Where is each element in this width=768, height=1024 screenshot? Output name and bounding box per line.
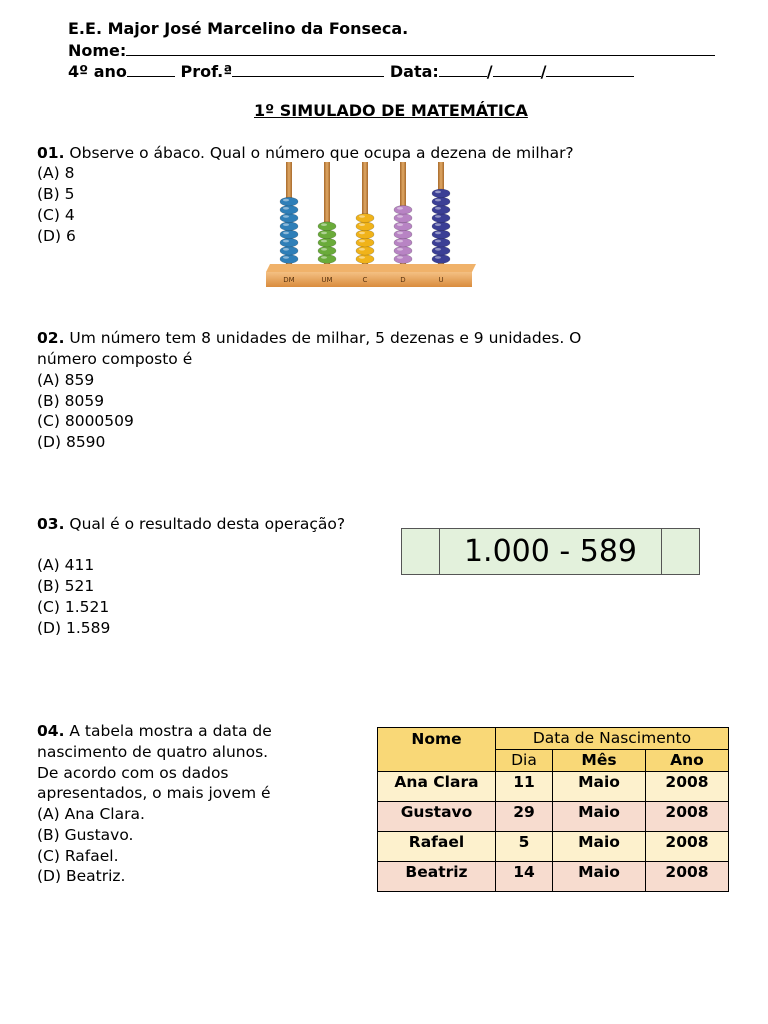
date-day-field[interactable] bbox=[439, 60, 487, 77]
abacus-bead-highlight bbox=[283, 256, 289, 259]
question-statement: Qual é o resultado desta operação? bbox=[69, 515, 346, 533]
table-cell-mes: Maio bbox=[553, 772, 646, 802]
question-3-text bbox=[37, 514, 345, 535]
question-2-option-d[interactable]: (D) 8590 bbox=[37, 433, 106, 451]
page-title: 1º SIMULADO DE MATEMÁTICA bbox=[254, 101, 528, 120]
abacus-bead-highlight bbox=[359, 232, 365, 235]
table-cell-mes: Maio bbox=[553, 862, 646, 892]
date-month-field[interactable] bbox=[493, 60, 541, 77]
abacus-bead-highlight bbox=[321, 248, 327, 251]
operation-box-left-cell bbox=[402, 529, 440, 574]
abacus-bead-highlight bbox=[397, 256, 403, 259]
table-cell-nome: Rafael bbox=[378, 832, 496, 862]
question-2-option-c[interactable]: (C) 8000509 bbox=[37, 412, 134, 430]
table-cell-ano: 2008 bbox=[646, 832, 729, 862]
table-subheader-dia: Dia bbox=[496, 750, 553, 772]
abacus-bead-highlight bbox=[359, 248, 365, 251]
question-4-option-a[interactable]: (A) Ana Clara. bbox=[37, 805, 145, 823]
table-row bbox=[378, 802, 729, 832]
table-subheader-ano: Ano bbox=[646, 750, 729, 772]
abacus-bead-highlight bbox=[283, 199, 289, 202]
abacus-bead bbox=[280, 255, 298, 264]
abacus-bead bbox=[318, 238, 336, 247]
abacus-bead bbox=[280, 214, 298, 223]
abacus-label-um: UM bbox=[321, 276, 333, 284]
date-separator: / bbox=[540, 62, 547, 81]
abacus-bead-highlight bbox=[435, 207, 441, 210]
abacus-bead-highlight bbox=[435, 223, 441, 226]
table-cell-nome: Ana Clara bbox=[378, 772, 496, 802]
table-row bbox=[378, 772, 729, 802]
abacus-bead bbox=[394, 214, 412, 223]
abacus-bead bbox=[432, 189, 450, 198]
table-cell-mes: Maio bbox=[553, 832, 646, 862]
question-4-text-line2: nascimento de quatro alunos. bbox=[37, 743, 269, 761]
abacus-bead-highlight bbox=[359, 240, 365, 243]
operation-box-right-cell bbox=[661, 529, 699, 574]
table-row bbox=[378, 862, 729, 892]
abacus-bead bbox=[356, 246, 374, 255]
table-row bbox=[378, 832, 729, 862]
teacher-field[interactable] bbox=[232, 60, 384, 77]
question-statement: A tabela mostra a data de bbox=[69, 722, 272, 740]
abacus-base-top bbox=[266, 264, 476, 272]
table-cell-dia: 14 bbox=[496, 862, 553, 892]
abacus-bead-highlight bbox=[435, 199, 441, 202]
abacus-bead bbox=[432, 238, 450, 247]
abacus-bead-highlight bbox=[397, 240, 403, 243]
abacus-bead bbox=[432, 197, 450, 206]
abacus-bead bbox=[280, 197, 298, 206]
abacus-bead-highlight bbox=[359, 215, 365, 218]
abacus-bead bbox=[394, 230, 412, 239]
abacus-bead bbox=[280, 205, 298, 214]
question-2-option-a[interactable]: (A) 859 bbox=[37, 371, 95, 389]
abacus-bead bbox=[394, 238, 412, 247]
abacus-label-d: D bbox=[400, 276, 406, 284]
date-label: Data: bbox=[389, 62, 439, 81]
question-statement: Observe o ábaco. Qual o número que ocupa a dezena de milhar? bbox=[69, 144, 574, 162]
abacus-bead-highlight bbox=[283, 215, 289, 218]
abacus-bead bbox=[432, 222, 450, 231]
question-number: 01. bbox=[37, 144, 65, 162]
question-number: 03. bbox=[37, 515, 65, 533]
abacus-bead bbox=[356, 238, 374, 247]
question-3-option-b[interactable]: (B) 521 bbox=[37, 577, 95, 595]
table-cell-ano: 2008 bbox=[646, 772, 729, 802]
abacus-bead bbox=[432, 230, 450, 239]
abacus-bead bbox=[318, 255, 336, 264]
school-name: E.E. Major José Marcelino da Fonseca. bbox=[68, 19, 409, 38]
abacus-bead bbox=[318, 222, 336, 231]
abacus-bead bbox=[432, 205, 450, 214]
abacus-bead bbox=[394, 222, 412, 231]
question-3-option-a[interactable]: (A) 411 bbox=[37, 556, 95, 574]
abacus-bead-highlight bbox=[283, 232, 289, 235]
question-1-option-c[interactable]: (C) 4 bbox=[37, 206, 75, 224]
table-cell-nome: Beatriz bbox=[378, 862, 496, 892]
abacus-bead-highlight bbox=[435, 232, 441, 235]
question-4-option-d[interactable]: (D) Beatriz. bbox=[37, 867, 126, 885]
abacus-bead bbox=[432, 246, 450, 255]
question-3-option-c[interactable]: (C) 1.521 bbox=[37, 598, 110, 616]
table-cell-ano: 2008 bbox=[646, 862, 729, 892]
question-3-option-d[interactable]: (D) 1.589 bbox=[37, 619, 111, 637]
question-statement: Um número tem 8 unidades de milhar, 5 dezenas e 9 unidades. O bbox=[69, 329, 582, 347]
question-number: 04. bbox=[37, 722, 65, 740]
question-4-text-line1 bbox=[37, 721, 272, 742]
question-1-option-b[interactable]: (B) 5 bbox=[37, 185, 75, 203]
abacus-bead-highlight bbox=[321, 223, 327, 226]
name-label: Nome: bbox=[68, 41, 127, 60]
name-field[interactable] bbox=[126, 39, 715, 56]
operation-expression: 1.000 - 589 bbox=[463, 534, 638, 569]
name-line bbox=[68, 39, 715, 61]
abacus-bead bbox=[280, 230, 298, 239]
abacus-bead-highlight bbox=[283, 248, 289, 251]
abacus-bead-highlight bbox=[397, 207, 403, 210]
abacus-bead bbox=[356, 214, 374, 223]
question-number: 02. bbox=[37, 329, 65, 347]
grade-field[interactable] bbox=[127, 60, 175, 77]
abacus-bead bbox=[394, 255, 412, 264]
abacus-bead bbox=[318, 230, 336, 239]
question-4-option-c[interactable]: (C) Rafael. bbox=[37, 847, 119, 865]
table-cell-nome: Gustavo bbox=[378, 802, 496, 832]
abacus-bead-highlight bbox=[397, 248, 403, 251]
abacus-bead-highlight bbox=[435, 248, 441, 251]
abacus-bead bbox=[356, 230, 374, 239]
abacus-bead bbox=[356, 222, 374, 231]
abacus-label-c: C bbox=[362, 276, 368, 284]
abacus-bead-highlight bbox=[283, 240, 289, 243]
question-4-text-line4: apresentados, o mais jovem é bbox=[37, 784, 271, 802]
date-year-field[interactable] bbox=[546, 60, 634, 77]
table-header-nome: Nome bbox=[378, 728, 496, 772]
table-subheader-mes: Mês bbox=[553, 750, 646, 772]
abacus-bead bbox=[280, 222, 298, 231]
abacus-bead-highlight bbox=[321, 232, 327, 235]
question-2-option-b[interactable]: (B) 8059 bbox=[37, 392, 105, 410]
abacus-bead-highlight bbox=[283, 207, 289, 210]
question-1-option-a[interactable]: (A) 8 bbox=[37, 164, 75, 182]
abacus-bead-highlight bbox=[397, 232, 403, 235]
abacus-label-dm: DM bbox=[283, 276, 295, 284]
abacus-bead-highlight bbox=[321, 240, 327, 243]
table-cell-dia: 11 bbox=[496, 772, 553, 802]
teacher-label: Prof.ª bbox=[180, 62, 233, 81]
table-cell-dia: 29 bbox=[496, 802, 553, 832]
abacus-bead bbox=[394, 205, 412, 214]
birth-date-table bbox=[377, 727, 729, 892]
abacus-bead-highlight bbox=[435, 256, 441, 259]
question-1-option-d[interactable]: (D) 6 bbox=[37, 227, 76, 245]
abacus-bead bbox=[432, 255, 450, 264]
abacus-label-u: U bbox=[438, 276, 444, 284]
abacus-image bbox=[262, 160, 480, 290]
class-line bbox=[68, 60, 634, 82]
operation-box bbox=[401, 528, 700, 575]
abacus-bead-highlight bbox=[283, 223, 289, 226]
abacus-bead-highlight bbox=[397, 223, 403, 226]
abacus-bead-highlight bbox=[435, 240, 441, 243]
date-separator: / bbox=[486, 62, 493, 81]
abacus-bead bbox=[318, 246, 336, 255]
abacus-bead bbox=[356, 255, 374, 264]
abacus-bead bbox=[394, 246, 412, 255]
abacus-bead-highlight bbox=[359, 256, 365, 259]
abacus-bead-highlight bbox=[359, 223, 365, 226]
abacus-bead bbox=[280, 246, 298, 255]
grade-label: 4º ano bbox=[68, 62, 127, 81]
table-cell-mes: Maio bbox=[553, 802, 646, 832]
abacus-bead-highlight bbox=[435, 215, 441, 218]
question-4-option-b[interactable]: (B) Gustavo. bbox=[37, 826, 134, 844]
abacus-bead bbox=[280, 238, 298, 247]
abacus-bead-highlight bbox=[435, 191, 441, 194]
table-header-data-de-nascimento: Data de Nascimento bbox=[496, 728, 729, 750]
question-2-text-line1 bbox=[37, 328, 581, 349]
abacus-bead-highlight bbox=[321, 256, 327, 259]
question-4-text-line3: De acordo com os dados bbox=[37, 764, 229, 782]
abacus-bead-highlight bbox=[397, 215, 403, 218]
table-cell-dia: 5 bbox=[496, 832, 553, 862]
abacus-bead bbox=[432, 214, 450, 223]
table-cell-ano: 2008 bbox=[646, 802, 729, 832]
question-2-text-line2: número composto é bbox=[37, 350, 193, 368]
